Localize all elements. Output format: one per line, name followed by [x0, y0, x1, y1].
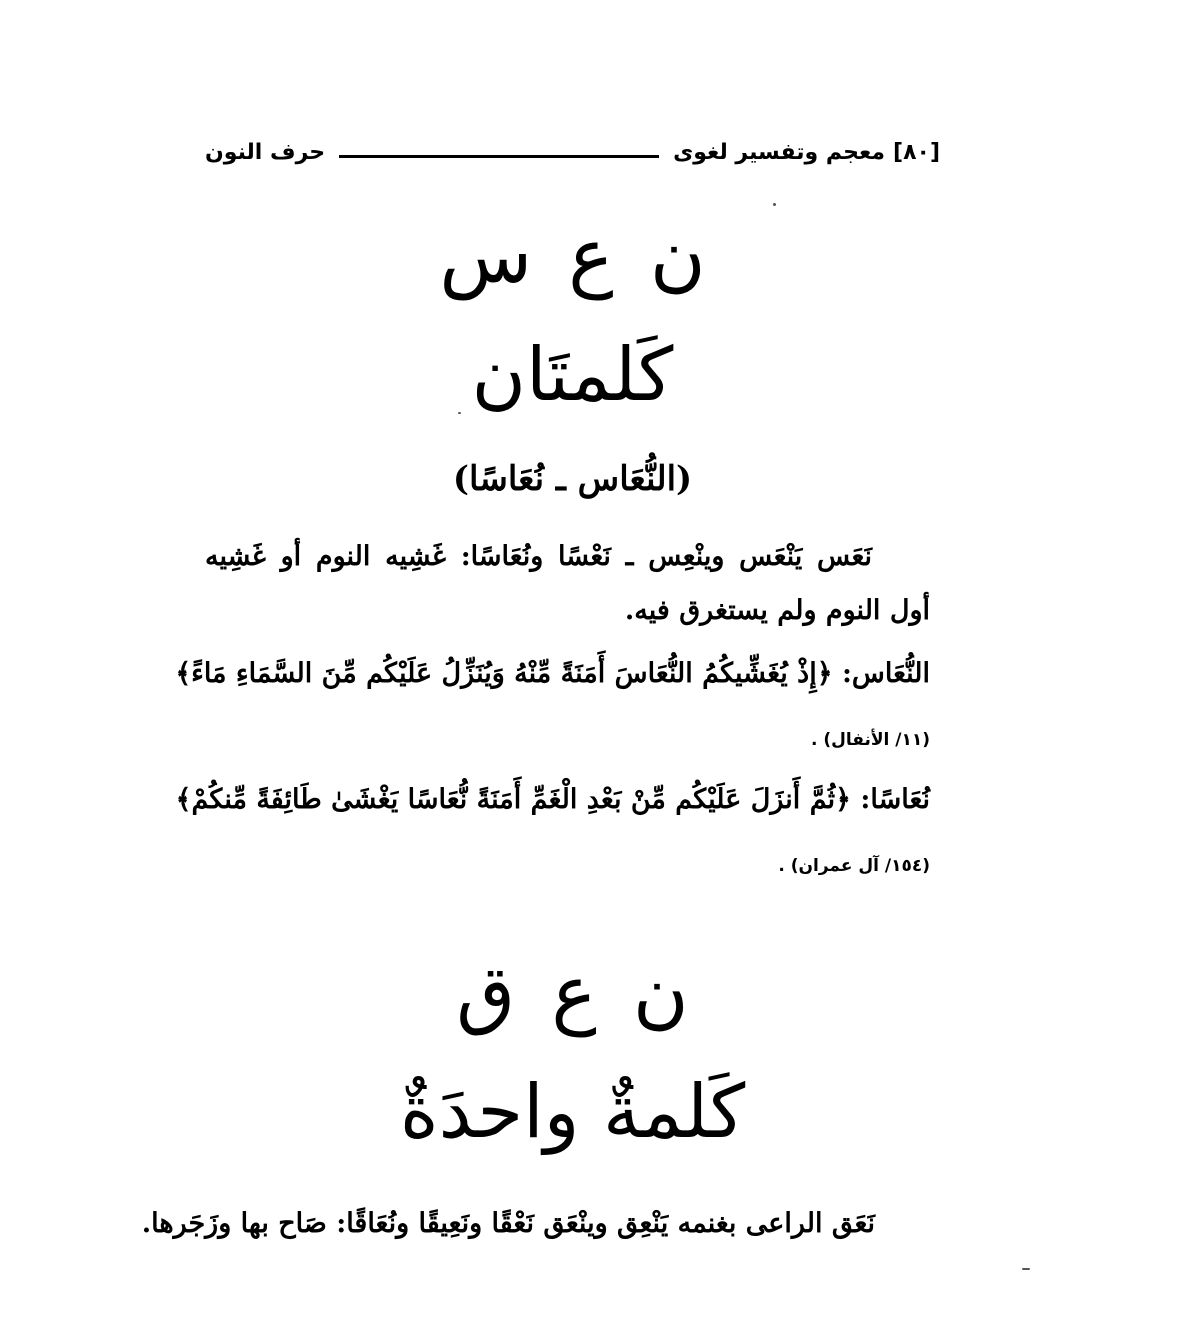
- entry1-word1-reference: (١١/ الأنفال) .: [810, 730, 930, 750]
- entry1-word1-label: النُّعَاس:: [841, 658, 930, 689]
- page-header: [205, 130, 940, 174]
- entry1-word2-reference: (١٥٤/ آل عمران) .: [778, 856, 930, 876]
- page-number: [٨٠]: [893, 139, 940, 165]
- scan-speck: [773, 203, 776, 206]
- entry2-count: كَلمةٌ واحدَةٌ: [399, 1069, 746, 1155]
- entry1-count: كَلمتَان: [471, 332, 674, 418]
- entry1-words-heading: [205, 459, 940, 499]
- book-title: معجم وتفسير لغوى: [673, 139, 886, 165]
- entry1-root-heading: [205, 211, 940, 300]
- entry1-root: ن ع س: [439, 211, 706, 300]
- entry1-words: (النُّعَاس ـ نُعَاسًا): [452, 459, 693, 499]
- section-name: حرف النون: [205, 139, 326, 165]
- entry2-root-heading: [205, 948, 940, 1037]
- entry1-word1-verse: ﴿إِذْ يُغَشِّيكُمُ النُّعَاسَ أَمَنَةً مِّنْهُ وَيُنَزِّلُ عَلَيْكُم مِّنَ السَّمَاءِ مَاءً﴾: [175, 658, 833, 689]
- entry1-definition: نَعَس يَنْعَس وينْعِس ـ نَعْسًا ونُعَاسًا: غَشِيه النوم أو غَشِيه أول النوم ولم يستغرق فيه.: [205, 541, 930, 626]
- entry1-word2-verse: ﴿ثُمَّ أَنزَلَ عَلَيْكُم مِّنْ بَعْدِ الْغَمِّ أَمَنَةً نُّعَاسًا يَغْشَىٰ طَائِفَةً مِّنكُمْ﴾: [175, 784, 851, 815]
- entry2-root: ن ع ق: [456, 948, 689, 1037]
- header-rule: [339, 155, 659, 158]
- entry2-definition: نَعَق الراعى بغنمه يَنْعِق وينْعَق نَعْقًا ونَعِيقًا ونُعَاقًا: صَاح بها وزَجَرها.: [141, 1208, 875, 1239]
- scan-speck: [458, 412, 461, 414]
- scan-speck: [1022, 1268, 1030, 1270]
- entry1-count-heading: [205, 332, 940, 418]
- entry1-word2-label: نُعَاسًا:: [860, 784, 930, 815]
- entry1-word1-line: [175, 658, 930, 689]
- entry2-count-heading: [205, 1069, 940, 1155]
- entry1-word2-line: [175, 784, 930, 815]
